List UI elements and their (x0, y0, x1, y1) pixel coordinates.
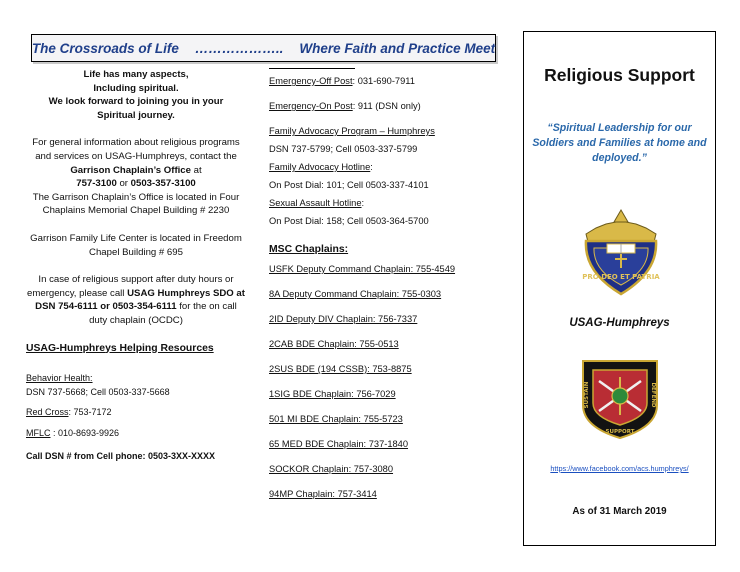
support-brigade-emblem-icon (577, 355, 663, 441)
banner-left-text: The Crossroads of Life (31, 40, 179, 56)
red-cross-value: : 753-7172 (68, 407, 112, 418)
emergency-on-value: : 911 (DSN only) (352, 101, 421, 111)
msc-heading: MSC Chaplains: (269, 244, 349, 255)
left-column (26, 68, 246, 464)
behavior-health-label: Behavior Health: (26, 373, 93, 384)
intro-line: Life has many aspects, (83, 69, 189, 80)
mflc-label: MFLC (26, 427, 51, 438)
support-motto-right: DEFEND (650, 382, 656, 408)
cover-panel (523, 31, 716, 546)
cell-dialing-note: Call DSN # from Cell phone: 0503-3XX-XXXX (26, 451, 216, 462)
fap-label: Family Advocacy Program – Humphreys (269, 126, 435, 136)
intro-block (26, 68, 246, 122)
banner-dots: ……………….. (194, 40, 284, 56)
emergency-on-post (269, 100, 509, 113)
general-at: at (193, 164, 202, 176)
office-location: The Garrison Chaplain’s Office is located in Four Chaplains Memorial Chapel Building # 2230 (32, 191, 240, 217)
support-motto-left: SUSTAIN (584, 381, 590, 409)
fap-value: DSN 737-5799; Cell 0503-337-5799 (269, 144, 418, 154)
msc-item: 65 MED BDE Chaplain: 737-1840 (269, 439, 409, 449)
as-of-date: As of 31 March 2019 (572, 506, 667, 517)
facebook-link[interactable]: https://www.facebook.com/acs.humphreys/ (550, 464, 689, 473)
mflc-item (26, 427, 246, 441)
red-cross-label: Red Cross (26, 407, 69, 418)
emergency-off-value: : 031-690-7911 (352, 76, 415, 86)
support-motto-bottom: SUPPORT (605, 429, 635, 435)
family-life-center: Garrison Family Life Center is located in Freedom Chapel Building # 695 (30, 232, 242, 258)
fa-hotline-value: On Post Dial: 101; Cell 0503-337-4101 (269, 180, 429, 190)
sdo-contact: USAG Humphreys SDO at DSN 754-6111 or 0503-354-6111 (35, 287, 245, 313)
sa-hotline-colon: : (361, 198, 365, 208)
msc-item: 2SUS BDE (194 CSSB): 753-8875 (269, 364, 412, 374)
cover-title: Religious Support (544, 65, 695, 85)
sa-hotline (269, 197, 509, 210)
general-or: or (119, 178, 128, 190)
after-hours-info (26, 273, 246, 327)
office-phone-cell: 0503-357-3100 (130, 178, 196, 190)
msc-item: 8A Deputy Command Chaplain: 755-0303 (269, 289, 442, 299)
general-text: For general information about religious programs and services on USAG-Humphreys, contact the (32, 137, 240, 162)
sa-hotline-value: On Post Dial: 158; Cell 0503-364-5700 (269, 216, 429, 226)
resources-heading: USAG-Humphreys Helping Resources (26, 342, 214, 354)
msc-item: USFK Deputy Command Chaplain: 755-4549 (269, 264, 456, 274)
general-info (26, 136, 246, 218)
emergency-off-post (269, 75, 509, 88)
after-hours-text: In case of religious support after duty hours or emergency, please call (27, 274, 234, 299)
msc-item: 2ID Deputy DIV Chaplain: 756-7337 (269, 314, 418, 324)
resources-list (26, 372, 246, 464)
chaplain-motto: PRO DEO ET PATRIA (582, 273, 660, 281)
fa-hotline (269, 161, 509, 174)
garrison-name: USAG-Humphreys (569, 317, 670, 329)
office-phone-dsn: 757-3100 (76, 178, 117, 190)
fa-hotline-colon: : (370, 162, 373, 172)
msc-item: SOCKOR Chaplain: 757-3080 (269, 464, 394, 474)
cover-quote: “Spiritual Leadership for our Soldiers and Families at home and deployed.” (532, 122, 707, 164)
sa-hotline-label: Sexual Assault Hotline (269, 198, 362, 208)
msc-item: 2CAB BDE Chaplain: 755-0513 (269, 339, 399, 349)
header-banner (31, 34, 496, 62)
msc-item: 94MP Chaplain: 757-3414 (269, 489, 377, 499)
msc-list (269, 263, 509, 501)
fa-hotline-label: Family Advocacy Hotline (269, 162, 371, 172)
intro-line: Including spiritual. (93, 82, 179, 94)
mflc-value: : 010-8693-9926 (50, 427, 120, 438)
behavior-health-value: DSN 737-5668; Cell 0503-337-5668 (26, 386, 170, 397)
intro-line: Spiritual journey. (97, 109, 175, 121)
divider-line (269, 68, 355, 69)
after-hours-tail: for the on call duty chaplain (OCDC) (89, 301, 237, 326)
msc-item: 501 MI BDE Chaplain: 755-5723 (269, 414, 403, 424)
chaplain-emblem-icon (578, 208, 664, 298)
chaplain-office-name: Garrison Chaplain’s Office (70, 164, 191, 176)
emergency-off-label: Emergency-Off Post (269, 76, 353, 86)
intro-line: We look forward to joining you in your (48, 96, 224, 108)
banner-right-text: Where Faith and Practice Meet (299, 40, 496, 56)
middle-column (269, 68, 509, 501)
emergency-on-label: Emergency-On Post (269, 101, 353, 111)
red-cross-item (26, 406, 246, 420)
msc-item: 1SIG BDE Chaplain: 756-7029 (269, 389, 396, 399)
